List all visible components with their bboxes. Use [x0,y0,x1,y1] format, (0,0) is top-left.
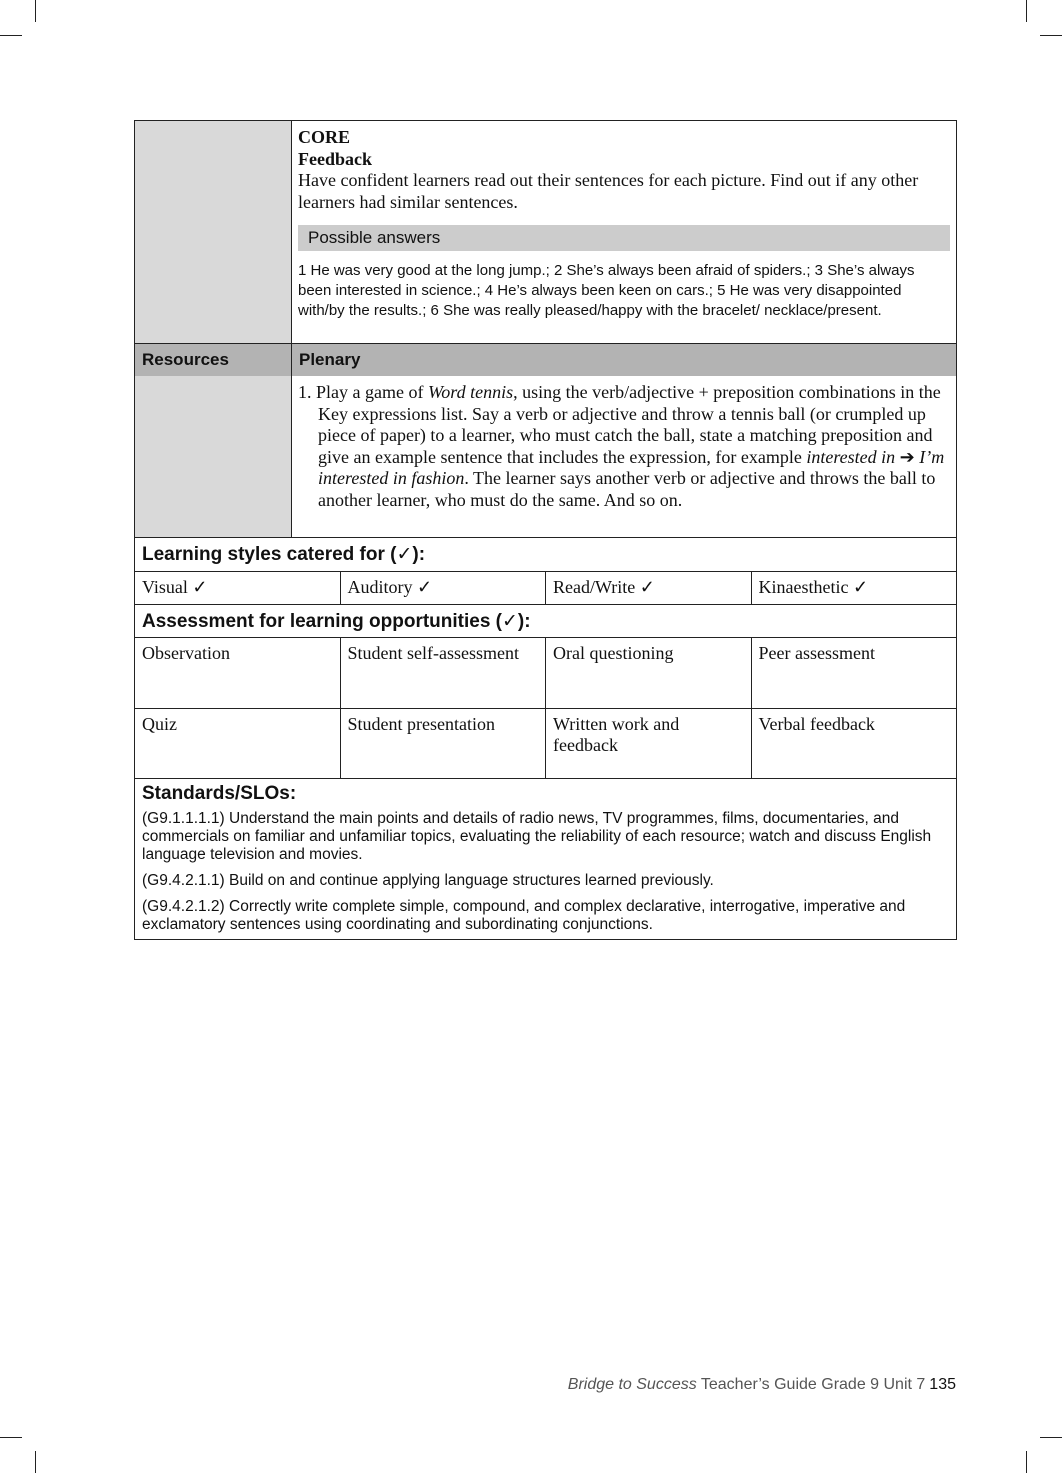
learning-style-read-write: Read/Write ✓ [546,572,752,604]
possible-answers-label: Possible answers [298,225,950,251]
lesson-plan-table [134,120,957,940]
feedback-title: Feedback [298,148,372,169]
standard-item: (G9.4.2.1.2) Correctly write complete simple, compound, and complex declarative, interrogative, imperative and exclamatory sentences using coordinating and subordinating conjunctions. [142,898,906,933]
possible-answers-text: 1 He was very good at the long jump.; 2 She’s always been afraid of spiders.; 3 She’s always been interested in science.; 4 He’s always been keen on cars.; 5 He was very disappointed with/by the results.; 6 She was really pleased/happy with the bracelet/ necklace/present. [298,261,915,319]
assessment-item: Student presentation [341,709,547,778]
assessment-item: Written work and feedback [546,709,752,778]
left-cell [135,121,292,343]
crop-mark [1040,35,1062,36]
assessment-item: Verbal feedback [758,714,875,734]
book-title: Bridge to Success [567,1376,697,1393]
crop-mark [1040,1437,1062,1438]
feedback-text: Have confident learners read out their sentences for each picture. Find out if any other learners had similar sentences. [298,170,919,212]
learning-style-auditory: Auditory ✓ [341,572,547,604]
plenary-row [135,376,956,538]
game-name: Word tennis [427,382,514,402]
text: , using the verb/adjective + preposition combinations in the Key expressions list. Say a verb or adjective and throw a tennis ball (or crumpled up piece of paper) to a learner, who must catch the ball, state a matching preposition and give an example sentence that includes the expression, for example [318,382,941,467]
core-cell [292,121,956,343]
assessment-row [135,638,956,709]
learning-style-visual: Visual ✓ [135,572,341,604]
assessment-item: Oral questioning [546,638,752,708]
text: . The learner says another verb or adjective and throws the ball to another learner, who must do the same. And so on. [318,468,936,510]
crop-mark [0,35,22,36]
crop-mark [35,1451,36,1473]
core-title: CORE [298,127,351,147]
crop-mark [1026,1451,1027,1473]
text: 1. Play a game of [298,382,428,402]
page-footer [568,1376,956,1394]
standards-heading: Standards/SLOs: [142,783,297,804]
left-cell [135,376,292,537]
resources-label: Resources [135,344,292,376]
arrow-icon: ➔ [895,446,920,467]
crop-mark [35,0,36,22]
assessment-item: Quiz [135,709,341,778]
example-phrase: interested in [806,446,896,467]
assessment-item: Observation [135,638,341,708]
example-sentence: I’m interested in fashion [318,446,945,489]
assessment-heading: Assessment for learning opportunities (✓): [135,605,956,638]
page-number: 135 [929,1376,956,1393]
standards-section [135,779,956,939]
standard-item: (G9.4.2.1.1) Build on and continue applying language structures learned previously. [142,872,714,889]
plenary-text [292,376,956,537]
footer-text: Teacher’s Guide Grade 9 Unit 7 [696,1376,926,1393]
assessment-item: Student self-assessment [341,638,547,708]
core-row [135,121,956,344]
assessment-row [135,709,956,779]
learning-style-kinaesthetic: Kinaesthetic ✓ [758,577,869,597]
plenary-heading: Plenary [292,344,956,376]
crop-mark [0,1437,22,1438]
standard-item: (G9.1.1.1.1) Understand the main points and details of radio news, TV programmes, films, documentaries, and commercials on familiar and unfamiliar topics, evaluating the reliability of each resource; watch and discuss English language television and movies. [142,810,932,863]
plenary-header-row [135,344,956,376]
crop-mark [1026,0,1027,22]
learning-styles-row [135,572,956,605]
learning-styles-heading: Learning styles catered for (✓): [135,538,956,572]
assessment-item: Peer assessment [758,643,875,663]
